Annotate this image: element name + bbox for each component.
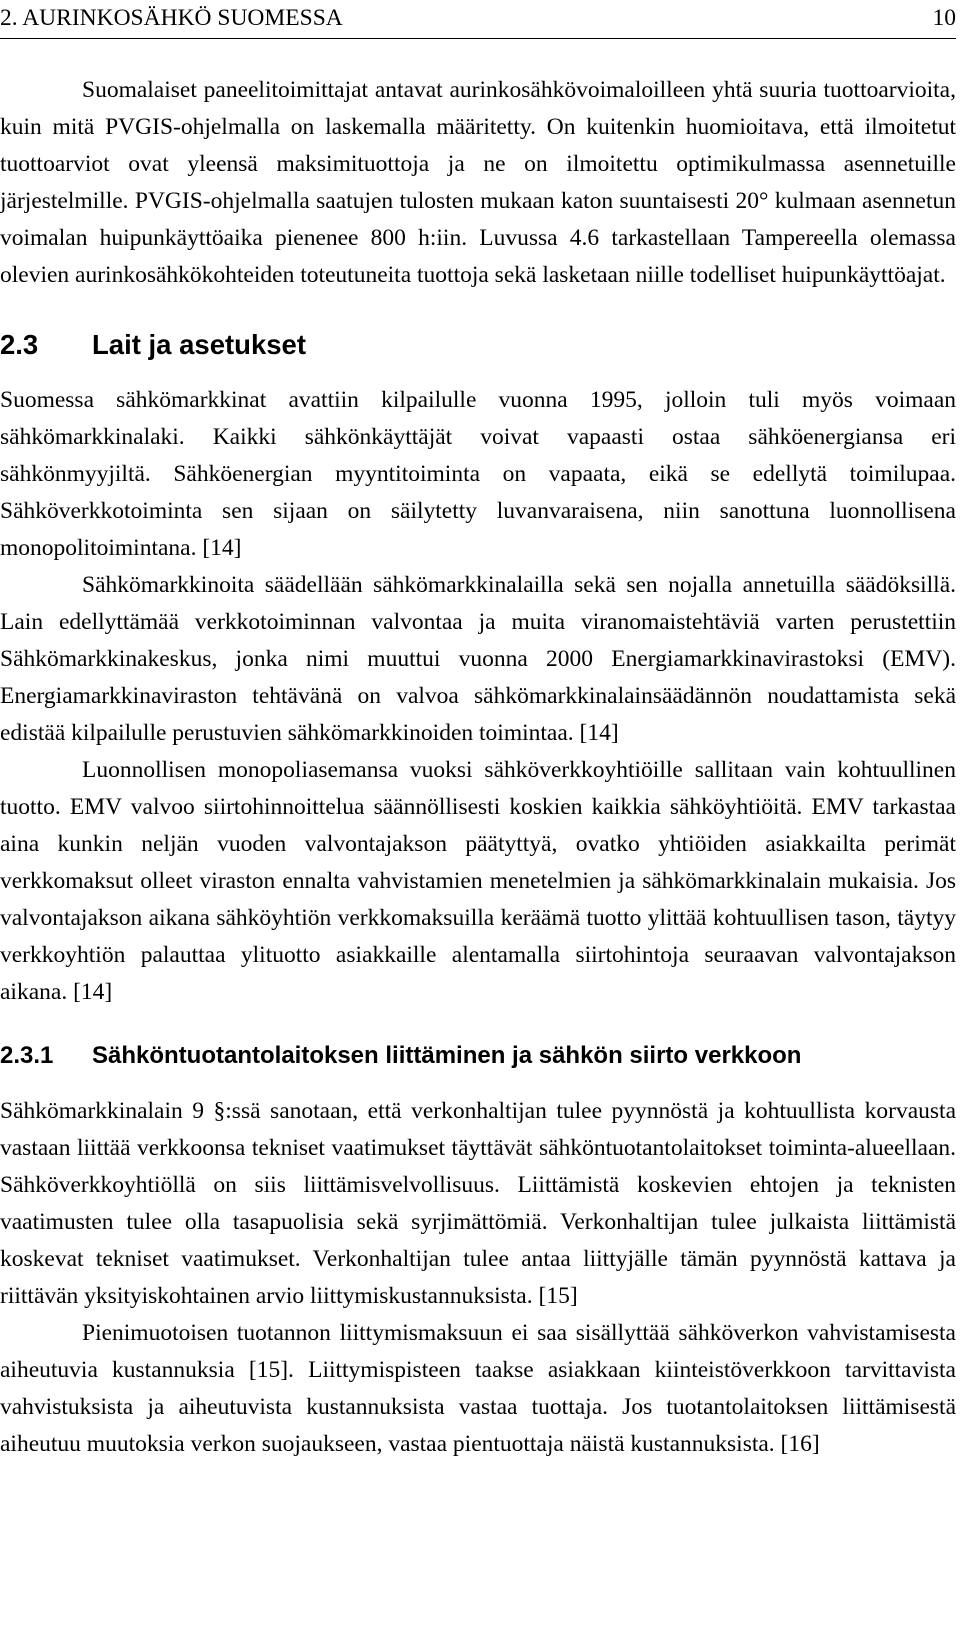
paragraph-connection-obligation: Sähkömarkkinalain 9 §:ssä sanotaan, että verkonhaltijan tulee pyynnöstä ja kohtuullista korvausta vastaan liittää verkkoonsa tekniset vaatimukset täyttävät sähköntuotantolaitokset toiminta-alueellaan. Sähköverkkoyhtiöllä on siis liittämisvelvollisuus. Liittämistä koskevien ehtojen ja teknisten vaatimusten tulee olla tasapuolisia sekä syrjimättömiä. Verkonhaltijan tulee julkaista liittämistä koskevat tekniset vaatimukset. Verkonhaltijan tulee antaa liittyjälle tämän pyynnöstä kattava ja riittävän yksityiskohtainen arvio liittymiskustannuksista. [15] xyxy=(0,1098,956,1309)
running-header xyxy=(0,4,956,39)
paragraph-market-regulation: Sähkömarkkinoita säädellään sähkömarkkinalailla sekä sen nojalla annetuilla säädöksillä. Lain edellyttämää verkkotoiminnan valvontaa ja muita viranomaistehtäviä varten perustettiin Sähkömarkkinakeskus, jonka nimi muuttui vuonna 2000 Energiamarkkinavirastoksi (EMV). Energiamarkkinaviraston tehtävänä on valvoa sähkömarkkinalainsäädännön noudattamista sekä edistää kilpailulle perustuvien sähkömarkkinoiden toimintaa. [14] xyxy=(0,572,956,746)
section-heading-2-3-1 xyxy=(0,1041,956,1071)
paragraph-pvgis-estimates: Suomalaiset paneelitoimittajat antavat aurinkosähkövoimaloilleen yhtä suuria tuottoarvioita, kuin mitä PVGIS-ohjelmalla on laskemalla määritetty. On kuitenkin huomioitava, että ilmoitetut tuottoarviot ovat yleensä maksimituottoja ja ne on ilmoitettu optimikulmassa asennetuille järjestelmille. PVGIS-ohjelmalla saatujen tulosten mukaan katon suuntaisesti 20° kulmaan asennetun voimalan huipunkäyttöaika pienenee 800 h:iin. Luvussa 4.6 tarkastellaan Tampereella olemassa olevien aurinkosähkökohteiden toteutuneita tuottoja sekä lasketaan niille todelliset huipunkäyttöajat. xyxy=(0,77,956,288)
section-title: Lait ja asetukset xyxy=(92,329,306,360)
paragraph-electricity-market: Suomessa sähkömarkkinat avattiin kilpailulle vuonna 1995, jolloin tuli myös voimaan sähkömarkkinalaki. Kaikki sähkönkäyttäjät voivat vapaasti ostaa sähköenergiansa eri sähkönmyyjiltä. Sähköenergian myyntitoiminta on vapaata, eikä se edellytä toimilupaa. Sähköverkkotoiminta sen sijaan on säilytetty luvanvaraisena, niin sanottuna luonnollisena monopolitoimintana. [14] xyxy=(0,387,956,561)
section-number: 2.3 xyxy=(0,329,39,360)
section-heading-2-3 xyxy=(0,328,956,362)
paragraph-natural-monopoly: Luonnollisen monopoliasemansa vuoksi sähköverkkoyhtiöille sallitaan vain kohtuullinen tuotto. EMV valvoo siirtohinnoittelua säännöllisesti koskien kaikkia sähköyhtiöitä. EMV tarkastaa aina kunkin neljän vuoden valvontajakson päätyttyä, ovatko yhtiöiden asiakkailta perimät verkkomaksut olleet viraston ennalta vahvistamien menetelmien ja sähkömarkkinalain mukaisia. Jos valvontajakson aikana sähköyhtiön verkkomaksuilla keräämä tuotto ylittää kohtuullisen tason, täytyy verkkoyhtiön palauttaa ylituotto asiakkaille alentamalla siirtohintoja seuraavan valvontajakson aikana. [14] xyxy=(0,757,956,1005)
page-number: 10 xyxy=(932,5,956,31)
page-content xyxy=(0,72,956,1463)
paragraph-connection-costs: Pienimuotoisen tuotannon liittymismaksuun ei saa sisällyttää sähköverkon vahvistamisesta aiheutuvia kustannuksia [15]. Liittymispisteen taakse asiakkaan kiinteistöverkkoon tarvittavista vahvistuksista ja aiheutuvista kustannuksista vastaa tuottaja. Jos tuotantolaitoksen liittämisestä aiheutuu muutoksia verkon suojaukseen, vastaa pientuottaja näistä kustannuksista. [16] xyxy=(0,1320,956,1457)
subsection-number: 2.3.1 xyxy=(0,1042,54,1069)
subsection-title: Sähköntuotantolaitoksen liittäminen ja sähkön siirto verkkoon xyxy=(92,1042,802,1069)
chapter-title: 2. AURINKOSÄHKÖ SUOMESSA xyxy=(0,5,343,31)
